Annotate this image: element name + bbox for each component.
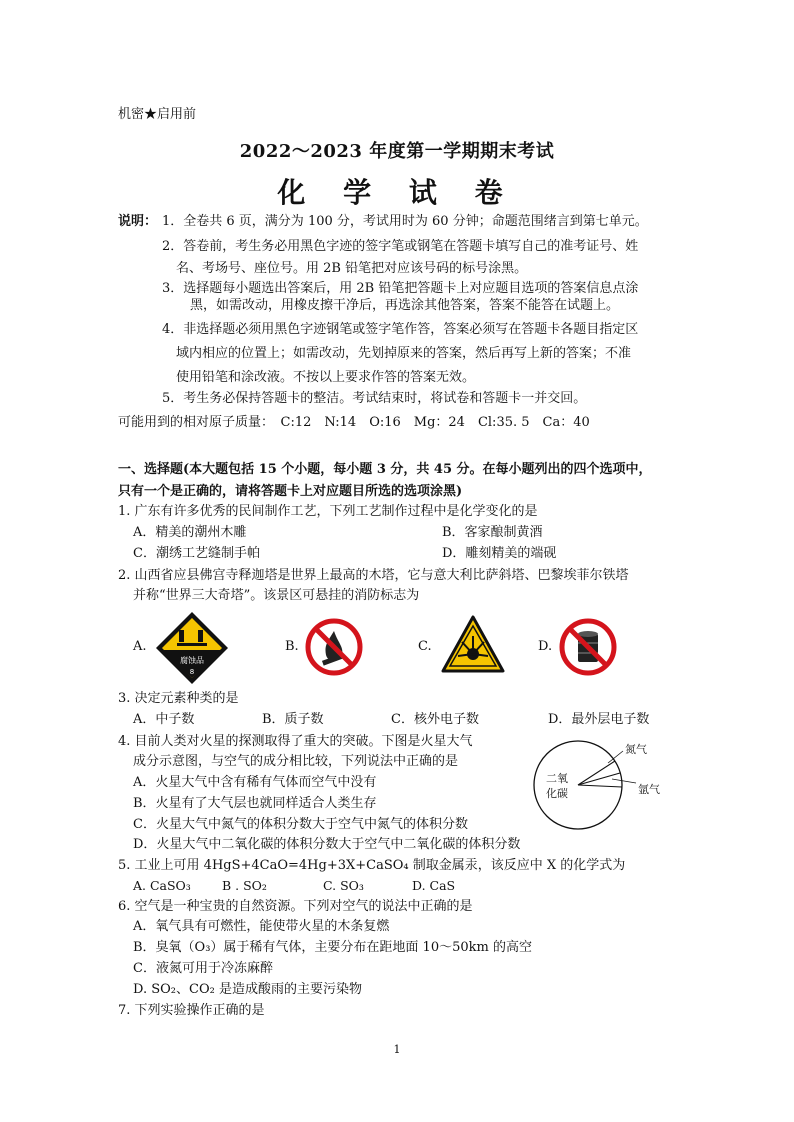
instruction-line: 1．全卷共 6 页，满分为 100 分，考试用时为 60 分钟；命题范围绪言到第七单元。 bbox=[162, 214, 648, 229]
section-heading: 一、选择题(本大题包括 15 个小题，每小题 3 分，共 45 分。在每小题列出的四个选项中， bbox=[118, 462, 652, 477]
question-stem: 1. 广东有许多优秀的民间制作工艺，下列工艺制作过程中是化学变化的是 bbox=[118, 504, 538, 519]
question-stem: 成分示意图，与空气的成分相比较，下列说法中正确的是 bbox=[133, 754, 459, 769]
option-d: D. bbox=[538, 639, 553, 654]
pie-label-n2: 氮气 bbox=[625, 743, 647, 756]
option-d: D. CaS bbox=[412, 878, 456, 893]
option-c: C．液氮可用于冷冻麻醉 bbox=[133, 961, 273, 976]
instruction-line: 3．选择题每小题选出答案后，用 2B 铅笔把答题卡上对应题目选项的答案信息点涂 bbox=[162, 281, 639, 296]
option-c: C．火星大气中氮气的体积分数大于空气中氮气的体积分数 bbox=[133, 817, 468, 832]
section-heading: 只有一个是正确的，请将答题卡上对应题目所选的选项涂黑) bbox=[118, 484, 463, 499]
question-stem: 4. 目前人类对火星的探测取得了重大的突破。下图是火星大气 bbox=[118, 734, 473, 749]
corrosive-sign-icon bbox=[154, 610, 230, 686]
pie-label-co2: 化碳 bbox=[546, 787, 568, 800]
instruction-line: 域内相应的位置上；如需改动，先划掉原来的答案，然后再写上新的答案；不准 bbox=[176, 346, 632, 361]
confidential-mark: 机密★启用前 bbox=[118, 107, 197, 122]
option-a: A．中子数 bbox=[133, 712, 195, 727]
atomic-masses: 可能用到的相对原子质量： C:12 N:14 O:16 Mg：24 Cl:35. 5 Ca：40 bbox=[118, 415, 590, 430]
pie-label-co2: 二氧 bbox=[546, 772, 568, 785]
option-b: B. bbox=[285, 639, 299, 654]
option-b: B．火星有了大气层也就同样适合人类生存 bbox=[133, 796, 377, 811]
no-burning-material-sign-icon bbox=[558, 617, 618, 677]
question-stem: 6. 空气是一种宝贵的自然资源。下列对空气的说法中正确的是 bbox=[118, 899, 473, 914]
exam-title: 2022～2023 年度第一学期期末考试 bbox=[239, 141, 555, 162]
option-b: B．客家酿制黄酒 bbox=[442, 525, 543, 540]
option-d: D．最外层电子数 bbox=[548, 712, 650, 727]
option-c: C. bbox=[418, 639, 432, 654]
option-b: B．质子数 bbox=[262, 712, 324, 727]
instruction-line: 5．考生务必保持答题卡的整洁。考试结束时，将试卷和答题卡一并交回。 bbox=[162, 391, 587, 406]
instruction-line: 使用铅笔和涂改液。不按以上要求作答的答案无效。 bbox=[176, 370, 476, 385]
question-stem: 7. 下列实验操作正确的是 bbox=[118, 1003, 265, 1018]
option-a: A. CaSO₃ bbox=[133, 878, 191, 893]
option-d: D．雕刻精美的端砚 bbox=[442, 546, 557, 561]
question-stem: 2. 山西省应县佛宫寺释迦塔是世界上最高的木塔，它与意大利比萨斜塔、巴黎埃菲尔铁塔 bbox=[118, 568, 629, 583]
mars-atmosphere-pie-diagram bbox=[528, 735, 676, 835]
instruction-line: 2．答卷前，考生务必用黑色字迹的签字笔或钢笔在答题卡填写自己的准考证号、姓 bbox=[162, 239, 639, 254]
question-stem: 3. 决定元素种类的是 bbox=[118, 691, 239, 706]
instructions-label: 说明： bbox=[118, 214, 158, 229]
option-a: A．氧气具有可燃性，能使带火星的木条复燃 bbox=[133, 919, 390, 934]
option-b: B . SO₂ bbox=[222, 878, 267, 893]
instruction-line: 名、考场号、座位号。用 2B 铅笔把对应该号码的标号涂黑。 bbox=[176, 261, 528, 276]
no-fire-sign-icon bbox=[304, 617, 364, 677]
option-a: A．火星大气中含有稀有气体而空气中没有 bbox=[133, 775, 377, 790]
option-c: C．潮绣工艺缝制手帕 bbox=[133, 546, 260, 561]
instruction-line: 黑，如需改动，用橡皮擦干净后，再选涂其他答案，答案不能答在试题上。 bbox=[190, 298, 620, 313]
page-number: 1 bbox=[393, 1043, 401, 1056]
instruction-line: 4．非选择题必须用黑色字迹钢笔或签字笔作答，答案必须写在答题卡各题目指定区 bbox=[162, 322, 639, 337]
option-d: D．火星大气中二氧化碳的体积分数大于空气中二氧化碳的体积分数 bbox=[133, 837, 521, 852]
subject-title: 化 学 试 卷 bbox=[277, 176, 517, 209]
question-stem: 5. 工业上可用 4HgS+4CaO=4Hg+3X+CaSO₄ 制取金属汞，该反应中 X 的化学式为 bbox=[118, 858, 626, 873]
sign-number: 8 bbox=[189, 668, 195, 676]
option-a: A. bbox=[133, 639, 147, 654]
pie-label-ar: 氩气 bbox=[638, 783, 660, 796]
option-c: C．核外电子数 bbox=[391, 712, 479, 727]
sign-label: 腐蚀品 bbox=[180, 656, 204, 665]
option-d: D. SO₂、CO₂ 是造成酸雨的主要污染物 bbox=[133, 982, 362, 997]
explosive-warning-sign-icon bbox=[440, 614, 506, 674]
option-c: C. SO₃ bbox=[323, 878, 364, 893]
question-stem: 并称“世界三大奇塔”。该景区可悬挂的消防标志为 bbox=[133, 588, 420, 603]
option-b: B．臭氧（O₃）属于稀有气体，主要分布在距地面 10～50km 的高空 bbox=[133, 940, 532, 955]
option-a: A．精美的潮州木雕 bbox=[133, 525, 247, 540]
